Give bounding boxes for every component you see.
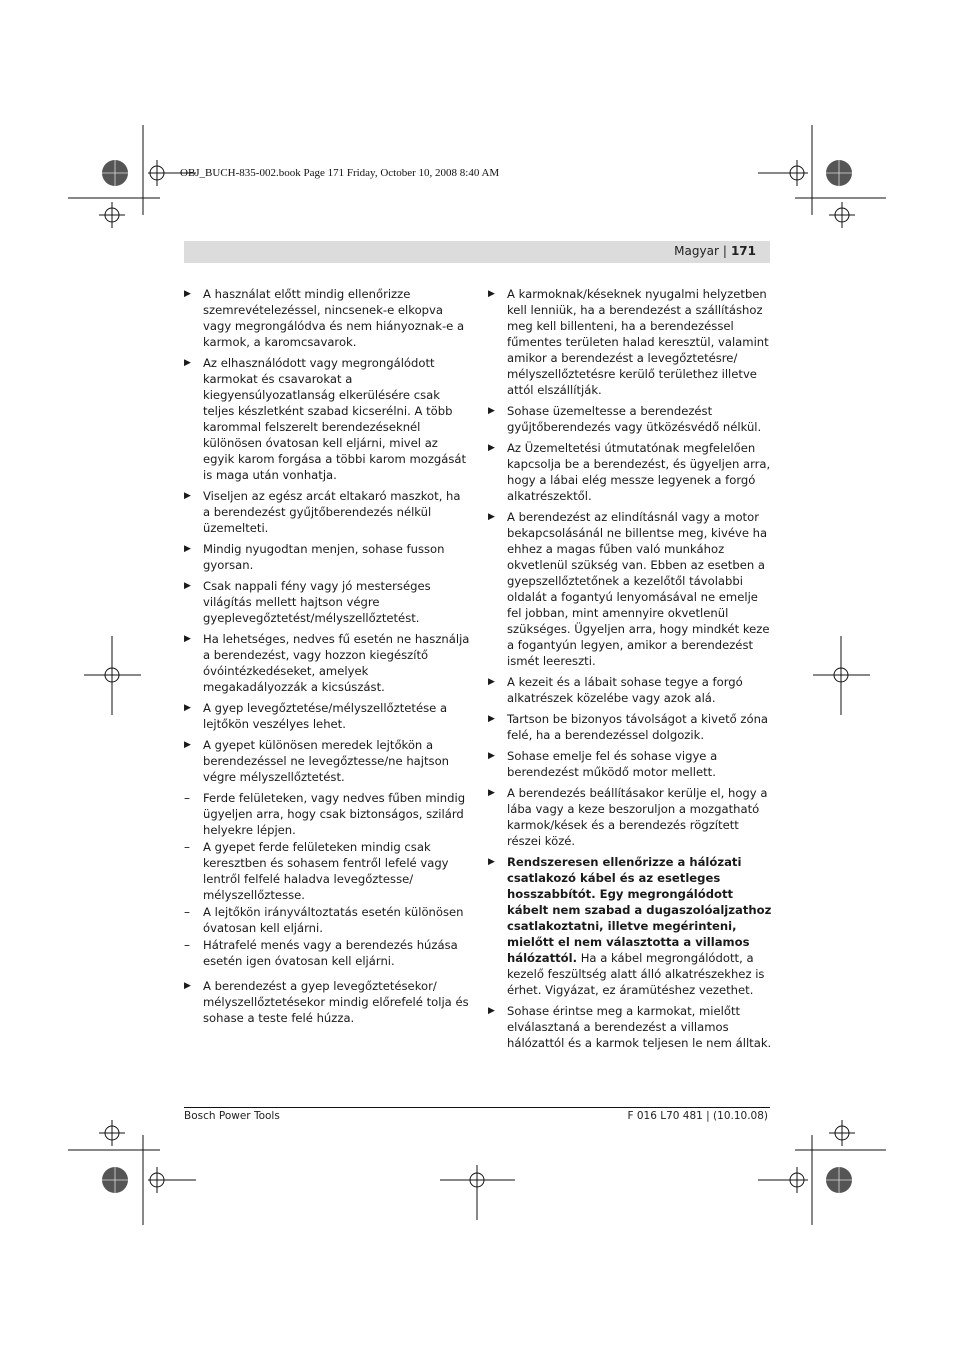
bullet-triangle-icon: ▶ — [488, 714, 495, 724]
list-item-text: Mindig nyugodtan menjen, sohase fusson gyorsan. — [203, 542, 445, 572]
list-item — [488, 674, 772, 706]
list-item-text: A karmoknak/késeknek nyugalmi helyzetben kell lenniük, ha a berendezést a szállításhoz meg kell billenteni, ha a berendezéssel fűmentes területen halad keresztül, valamint amikor a berendezést a levegőztetésre/ mélyszellőztetésre kerülő területhez illetve attól elszállítják. — [507, 287, 769, 397]
list-item-text: Az Üzemeltetési útmutatónak megfelelően kapcsolja be a berendezést, és ügyeljen arra, hogy a lábai elég messze legyenek a forgó alkatrészektől. — [507, 441, 771, 503]
list-item-text: Viseljen az egész arcát eltakaró maszkot, ha a berendezést gyűjtőberendezés nélkül üzemelteti. — [203, 489, 461, 535]
header-language: Magyar — [674, 244, 719, 258]
list-item — [488, 1003, 772, 1051]
print-info-line: OBJ_BUCH-835-002.book Page 171 Friday, October 10, 2008 8:40 AM — [180, 167, 500, 179]
dash-marker: – — [184, 905, 190, 919]
list-item-text: A gyep levegőztetése/mélyszellőztetése a lejtőkön veszélyes lehet. — [203, 701, 448, 731]
page-header — [184, 241, 770, 263]
footer-publisher: Bosch Power Tools — [184, 1110, 280, 1122]
dash-item-text: A lejtőkön irányváltoztatás esetén különösen óvatosan kell eljárni. — [203, 905, 464, 935]
header-separator: | — [722, 244, 727, 258]
bullet-triangle-icon: ▶ — [488, 751, 495, 761]
list-item-text: Sohase emelje fel és sohase vigye a berendezést működő motor mellett. — [507, 749, 718, 779]
bullet-triangle-icon: ▶ — [184, 289, 191, 299]
list-item — [184, 737, 470, 785]
bullet-triangle-icon: ▶ — [184, 544, 191, 554]
list-item — [184, 286, 470, 350]
list-item — [488, 711, 772, 743]
list-item-text: A berendezés beállításakor kerülje el, hogy a lába vagy a keze beszoruljon a mozgatható karmok/kések és a berendezés rögzített részei közé. — [507, 786, 768, 848]
bullet-triangle-icon: ▶ — [488, 1006, 495, 1016]
header-text — [674, 244, 756, 258]
list-item-text: Az elhasználódott vagy megrongálódott karmokat és csavarokat a kiegyensúlyozatlanság elkerülésére csak teljes készletként szabad kicserélni. A több karommal felszerelt berendezéseknél különösen óvatosan kell eljárni, mivel az egyik karom forgása a többi karom mozgását is maga után vonhatja. — [203, 356, 467, 482]
bullet-triangle-icon: ▶ — [184, 581, 191, 591]
bullet-triangle-icon: ▶ — [488, 857, 495, 867]
list-item — [184, 488, 470, 536]
bullet-triangle-icon: ▶ — [488, 289, 495, 299]
bullet-triangle-icon: ▶ — [184, 491, 191, 501]
list-item — [184, 541, 470, 573]
dash-item — [184, 839, 470, 903]
list-item-text: Tartson be bizonyos távolságot a kivető zóna felé, ha a berendezéssel dolgozik. — [507, 712, 769, 742]
list-item-text: Ha lehetséges, nedves fű esetén ne használja a berendezést, vagy hozzon kiegészítő óvóintézkedéseket, amelyek megakadályozzák a kicsúszást. — [203, 632, 470, 694]
list-item-text: A használat előtt mindig ellenőrizze szemrevételezéssel, nincsenek-e elkopva vagy megrongálódva és nem hiányoznak-e a karmok, a karomcsavarok. — [203, 287, 465, 349]
left-column — [184, 286, 470, 1031]
bullet-triangle-icon: ▶ — [184, 981, 191, 991]
list-item-text: A berendezést az elindításnál vagy a motor bekapcsolásánál ne billentse meg, kivéve ha ehhez a magas fűben való munkához okvetlenül szükség van. Ebben az esetben a gyepszellőztetőnek a kezelőtől távolabbi oldalát a fogantyú lenyomásával ne emelje fel jobban, mint amennyire okvetlenül szükséges. Ügyeljen arra, hogy mindkét keze a fogantyún legyen, amikor a berendezést ismét leereszti. — [507, 510, 770, 668]
bullet-triangle-icon: ▶ — [184, 740, 191, 750]
bullet-triangle-icon: ▶ — [488, 677, 495, 687]
list-item — [488, 440, 772, 504]
list-item — [184, 578, 470, 626]
list-item-text: Csak nappali fény vagy jó mesterséges világítás mellett hajtson végre gyeplevegőztetést/mélyszellőztetést. — [203, 579, 431, 625]
list-item — [488, 509, 772, 669]
bullet-triangle-icon: ▶ — [184, 703, 191, 713]
dash-item — [184, 937, 470, 969]
bullet-triangle-icon: ▶ — [488, 443, 495, 453]
dash-marker: – — [184, 938, 190, 952]
page-number: 171 — [730, 244, 756, 258]
dash-marker: – — [184, 791, 190, 805]
footer-rule — [184, 1107, 770, 1108]
list-item — [184, 978, 470, 1026]
bullet-triangle-icon: ▶ — [184, 358, 191, 368]
dash-marker: – — [184, 840, 190, 854]
dash-item-text: Ferde felületeken, vagy nedves fűben mindig ügyeljen arra, hogy csak biztonságos, szilárd helyekre lépjen. — [203, 791, 466, 837]
list-item — [184, 700, 470, 732]
list-item — [184, 355, 470, 483]
dash-item-text: A gyepet ferde felületeken mindig csak keresztben és sohasem fentről lefelé vagy lentről felfelé haladva levegőztesse/ mélyszellőztesse. — [203, 840, 449, 902]
bullet-triangle-icon: ▶ — [184, 634, 191, 644]
dash-item-text: Hátrafelé menés vagy a berendezés húzása esetén igen óvatosan kell eljárni. — [203, 938, 458, 968]
list-item — [488, 286, 772, 398]
warning-bold-text: Rendszeresen ellenőrizze a hálózati csatlakozó kábel és az esetleges hosszabbítót. Egy megrongálódott kábelt nem szabad a dugaszolóaljzathoz csatlakoztatni, illetve megérinteni, mielőtt el nem választotta a villamos hálózattól. — [507, 855, 772, 965]
list-item — [488, 403, 772, 435]
list-item-text: A gyepet különösen meredek lejtőkön a berendezéssel ne levegőztesse/ne hajtson végre mélyszellőztetést. — [203, 738, 450, 784]
list-item-text: A kezeit és a lábait sohase tegye a forgó alkatrészek közelébe vagy azok alá. — [507, 675, 743, 705]
right-column — [488, 286, 772, 1056]
bullet-triangle-icon: ▶ — [488, 788, 495, 798]
list-item-text: A berendezést a gyep levegőztetésekor/ mélyszellőztetésekor mindig előrefelé tolja és sohase a teste felé húzza. — [203, 979, 469, 1025]
list-item-text: Sohase üzemeltesse a berendezést gyűjtőberendezés vagy ütközésvédő nélkül. — [507, 404, 762, 434]
footer-doc-id: F 016 L70 481 | (10.10.08) — [627, 1110, 768, 1122]
dash-item — [184, 790, 470, 838]
list-item-warning — [488, 854, 772, 998]
list-item-text: Sohase érintse meg a karmokat, mielőtt elválasztaná a berendezést a villamos hálózattól és a karmok teljesen le nem álltak. — [507, 1004, 772, 1050]
bullet-triangle-icon: ▶ — [488, 512, 495, 522]
list-item — [184, 631, 470, 695]
dash-item — [184, 904, 470, 936]
bullet-triangle-icon: ▶ — [488, 406, 495, 416]
warning-regular-text: Ha a kábel megrongálódott, a kezelő feszültség alatt álló alkatrészekhez is érhet. Vigyázat, ez áramütéshez vezethet. — [507, 951, 765, 997]
list-item — [488, 785, 772, 849]
list-item — [488, 748, 772, 780]
